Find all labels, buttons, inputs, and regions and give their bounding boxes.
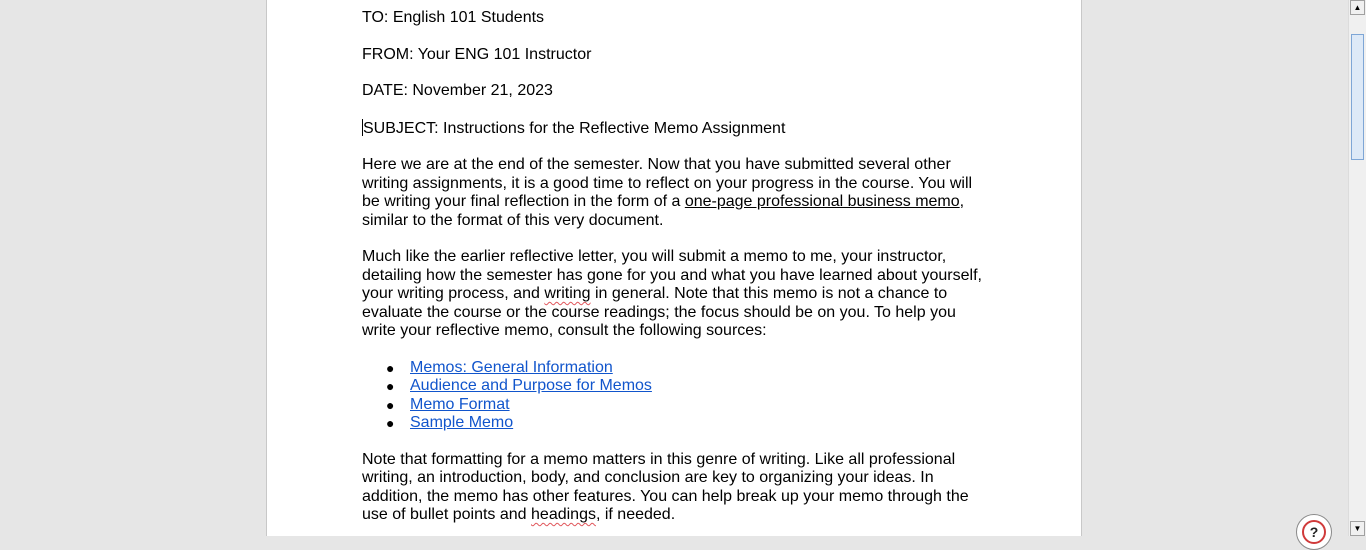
paragraph-formatting-text-b: , if needed. bbox=[595, 506, 676, 523]
bullet-icon: ● bbox=[386, 378, 395, 394]
link-sample-memo[interactable]: Sample Memo bbox=[410, 414, 514, 431]
help-button[interactable] bbox=[1296, 514, 1332, 550]
scroll-down-button[interactable] bbox=[1350, 521, 1365, 536]
memo-to bbox=[362, 9, 992, 28]
scroll-up-button[interactable] bbox=[1350, 0, 1365, 15]
help-label: ? bbox=[1309, 524, 1319, 540]
memo-to-text: TO: English 101 Students bbox=[362, 9, 545, 26]
spellcheck-flagged-word[interactable]: writing bbox=[544, 285, 591, 302]
list-item bbox=[386, 377, 992, 396]
document-body[interactable] bbox=[362, 9, 992, 536]
paragraph-formatting bbox=[362, 451, 992, 525]
memo-from-text: FROM: Your ENG 101 Instructor bbox=[362, 45, 592, 63]
paragraph-intro bbox=[362, 156, 992, 230]
paragraph-formatting-text-a: Note that formatting for a memo matters in this genre of writing. Like all professional writing, an introduction, body, and conclusion are key to organizing your ideas. In addition, the memo has other features. You can help break up your memo through the use of bullet points and bbox=[362, 450, 969, 523]
spellcheck-flagged-word[interactable]: headings bbox=[531, 506, 596, 523]
memo-date-text: DATE: November 21, 2023 bbox=[362, 82, 553, 99]
memo-subject bbox=[362, 119, 992, 139]
sources-list bbox=[362, 359, 992, 433]
arrow-down-icon: ▼ bbox=[1353, 524, 1362, 533]
bullet-icon: ● bbox=[386, 396, 395, 413]
list-item bbox=[386, 395, 992, 415]
vertical-scrollbar[interactable] bbox=[1348, 0, 1366, 536]
paragraph-details-text-a: Much like the earlier reflective letter, you will submit a memo to me, your instructor, detailing how the semester has gone for you and what you have learned about yourself, your writing process, and bbox=[362, 248, 982, 302]
business-memo-underlined-text: one-page professional business memo bbox=[684, 193, 960, 210]
document-page[interactable] bbox=[266, 0, 1082, 536]
help-icon bbox=[1302, 520, 1326, 544]
link-memo-format[interactable]: Memo Format bbox=[410, 395, 510, 413]
memo-subject-text: SUBJECT: Instructions for the Reflective Memo Assignment bbox=[363, 119, 786, 137]
link-audience-and-purpose[interactable]: Audience and Purpose for Memos bbox=[410, 377, 652, 394]
paragraph-details-text-b: in general. Note that this memo is not a chance to evaluate the course or the course readings; the focus should be on you. To help you write your reflective memo, consult the following sources: bbox=[362, 285, 956, 339]
bullet-icon: ● bbox=[386, 415, 395, 431]
paragraph-intro-text-a: Here we are at the end of the semester. Now that you have submitted several other writing assignments, it is a good time to reflect on your progress in the course. You will be writing your final reflection in the form of a bbox=[362, 156, 973, 210]
memo-date bbox=[362, 82, 992, 101]
paragraph-details bbox=[362, 248, 992, 341]
arrow-up-icon: ▲ bbox=[1353, 3, 1362, 12]
list-item bbox=[386, 414, 992, 433]
scrollbar-thumb[interactable] bbox=[1351, 34, 1364, 160]
list-item bbox=[386, 358, 992, 378]
bullet-icon: ● bbox=[386, 359, 395, 376]
link-memos-general-information[interactable]: Memos: General Information bbox=[410, 358, 613, 376]
paragraph-intro-text-b: , similar to the format of this very document. bbox=[362, 193, 965, 229]
memo-from bbox=[362, 46, 992, 65]
